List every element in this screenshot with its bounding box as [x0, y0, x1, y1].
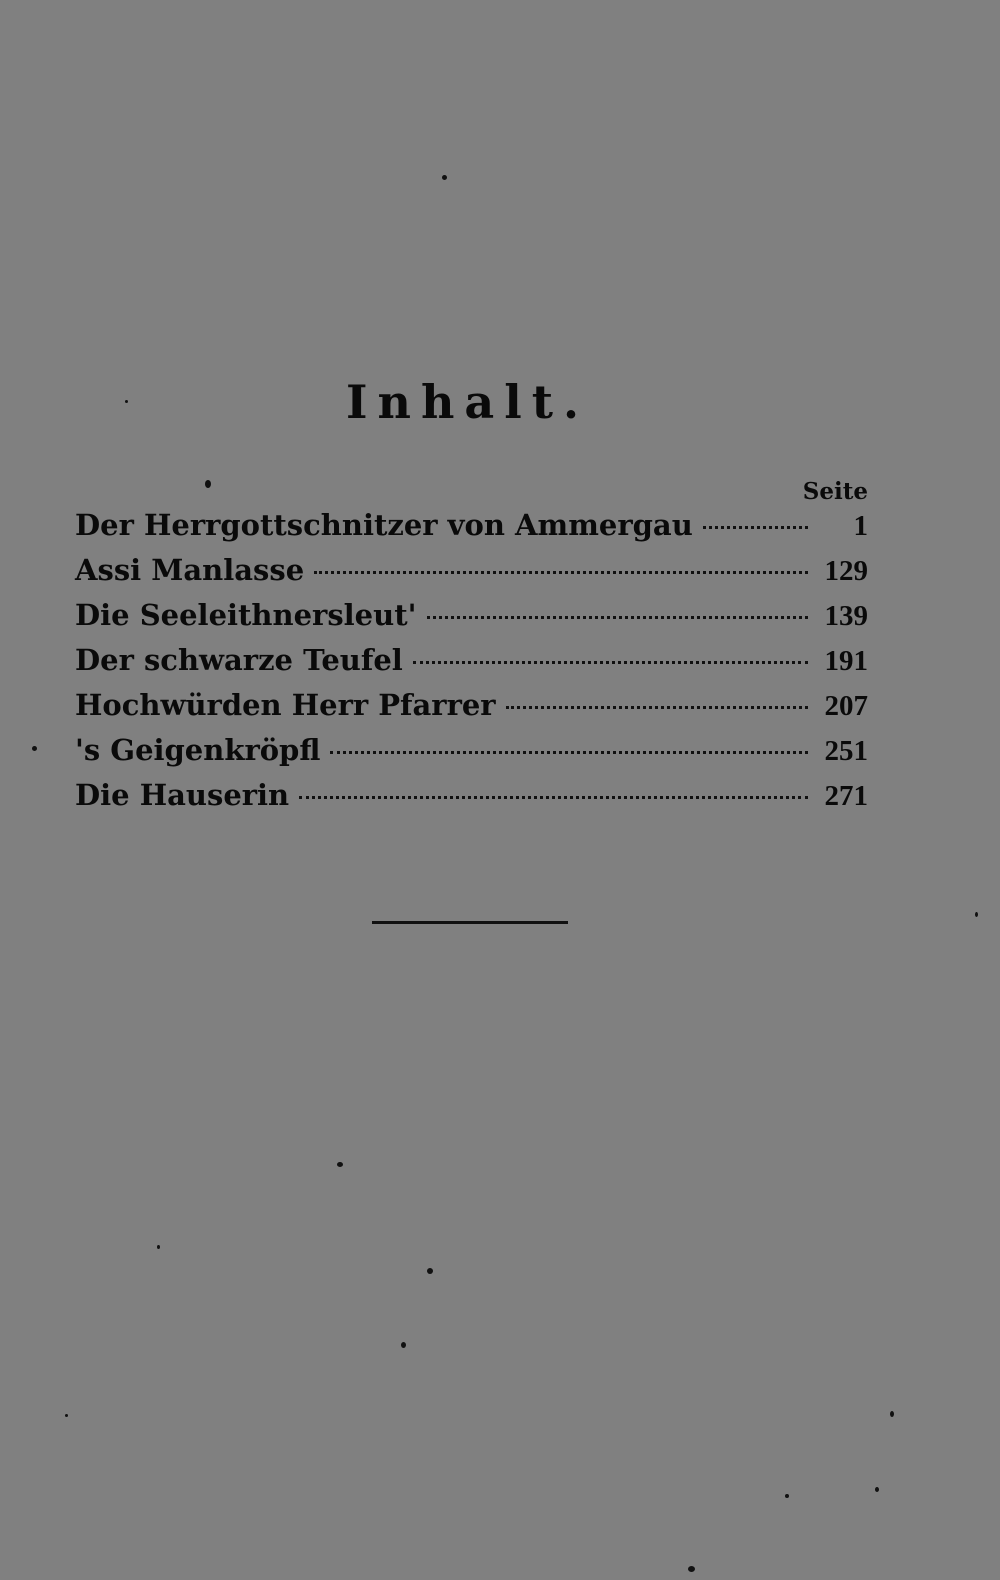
dot-leader	[413, 661, 808, 664]
toc-entry-page: 139	[824, 600, 868, 632]
toc-entry-page: 207	[824, 690, 868, 722]
scan-speck	[975, 912, 978, 917]
toc-entry	[75, 598, 868, 643]
scan-speck	[785, 1494, 789, 1498]
scan-speck	[157, 1245, 160, 1249]
toc-entry	[75, 508, 868, 553]
scan-speck	[205, 480, 211, 488]
dot-leader	[299, 796, 808, 799]
toc-entry-title: 's Geigenkröpfl	[75, 733, 321, 767]
scan-speck	[890, 1411, 894, 1417]
toc-entry-title: Der Herrgottschnitzer von Ammergau	[75, 508, 693, 542]
toc-entry-page: 271	[824, 780, 868, 812]
scan-speck	[401, 1342, 406, 1348]
toc-entry-title: Der schwarze Teufel	[75, 643, 403, 677]
scan-speck	[688, 1566, 695, 1572]
scan-speck	[442, 175, 447, 180]
toc-entry-page: 1	[853, 510, 868, 542]
scan-speck	[337, 1162, 343, 1167]
dot-leader	[314, 571, 808, 574]
toc-entry-title: Die Seeleithnersleut'	[75, 598, 417, 632]
table-of-contents	[75, 508, 868, 823]
toc-entry-page: 129	[824, 555, 868, 587]
toc-entry	[75, 733, 868, 778]
scan-speck	[32, 746, 37, 751]
scan-speck	[65, 1414, 68, 1417]
closing-rule	[372, 921, 568, 924]
dot-leader	[330, 751, 808, 754]
toc-entry-title: Die Hauserin	[75, 778, 290, 812]
scan-speck	[875, 1487, 879, 1492]
toc-entry	[75, 643, 868, 688]
toc-entry	[75, 553, 868, 598]
page-column-label: Seite	[802, 478, 868, 505]
toc-entry-title: Hochwürden Herr Pfarrer	[75, 688, 496, 722]
toc-entry	[75, 778, 868, 823]
toc-entry-title: Assi Manlasse	[75, 553, 305, 587]
scan-speck	[125, 400, 128, 403]
page-title: Inhalt.	[346, 375, 589, 429]
dot-leader	[427, 616, 809, 619]
dot-leader	[506, 706, 808, 709]
toc-entry-page: 251	[824, 735, 868, 767]
dot-leader	[703, 526, 808, 529]
toc-entry-page: 191	[824, 645, 868, 677]
toc-entry	[75, 688, 868, 733]
scan-speck	[427, 1268, 433, 1274]
